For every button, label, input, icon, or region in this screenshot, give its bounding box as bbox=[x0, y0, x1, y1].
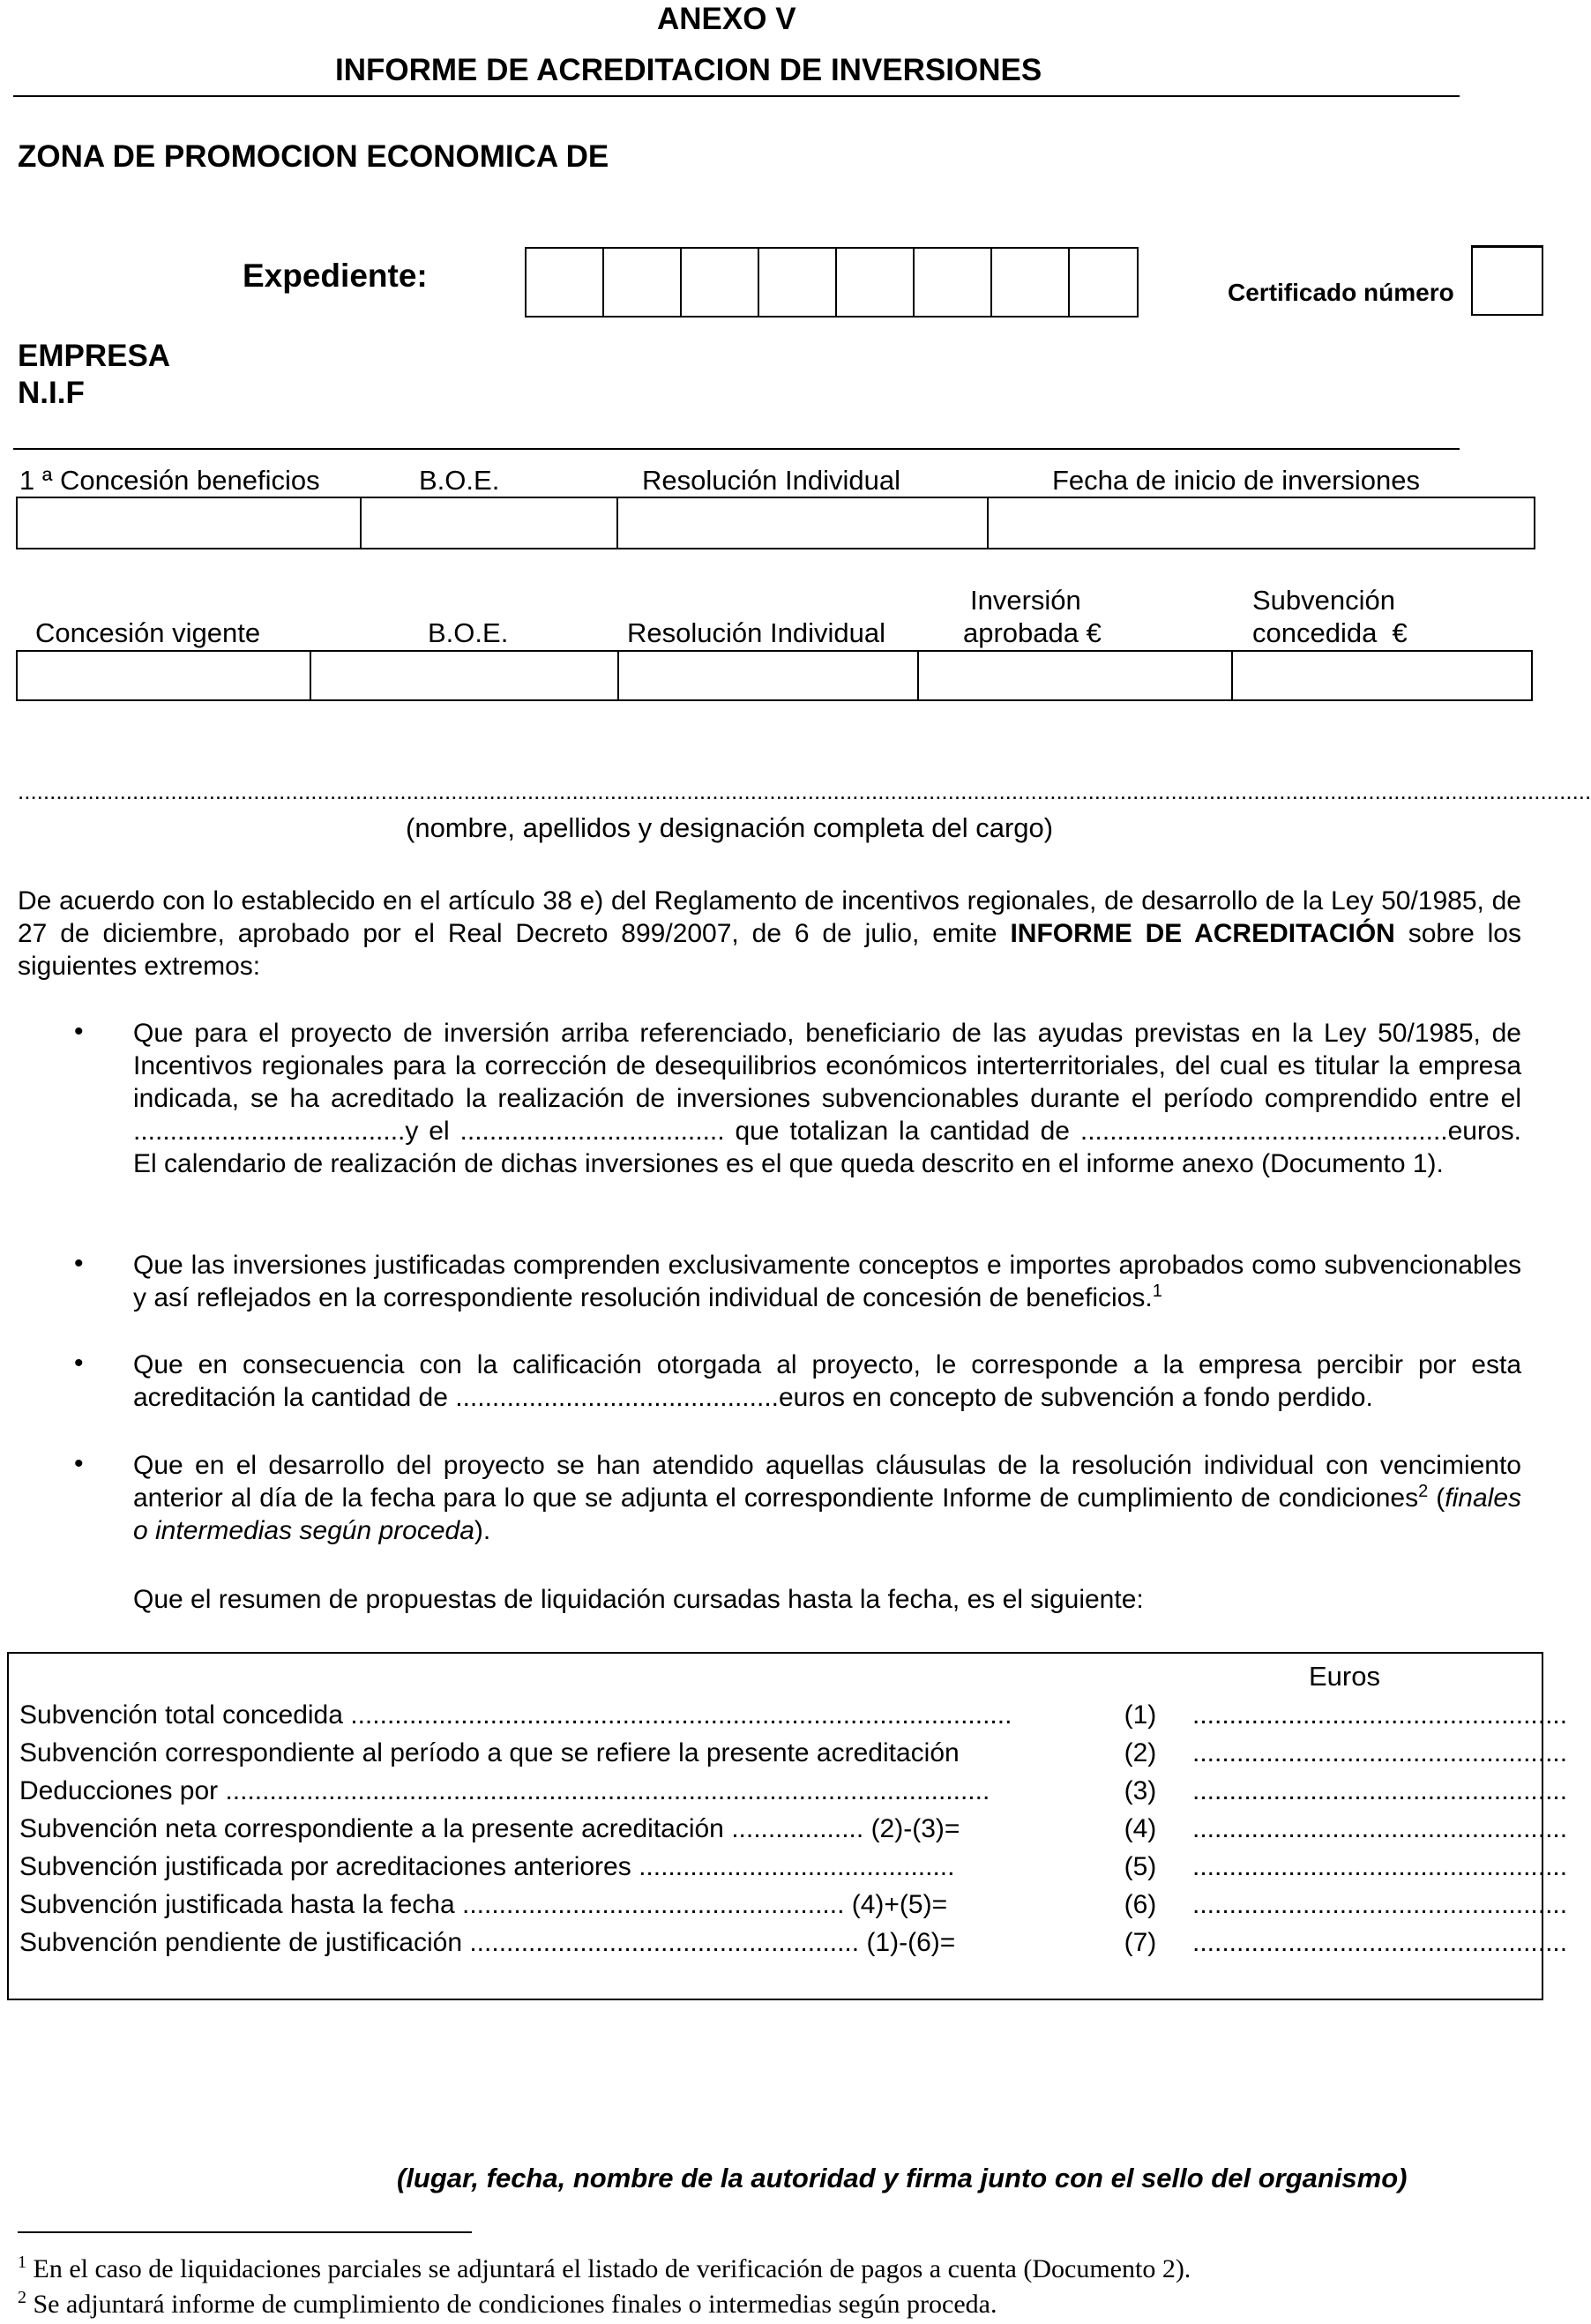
summary-row-number: (2) bbox=[1124, 1738, 1157, 1767]
expediente-digit-box[interactable] bbox=[758, 247, 837, 318]
document-title: INFORME DE ACREDITACION DE INVERSIONES bbox=[335, 53, 1042, 87]
summary-row-label: Subvención correspondiente al período a que se refiere la presente acreditación bbox=[19, 1738, 960, 1767]
summary-row-number: (3) bbox=[1124, 1776, 1157, 1805]
start-date-cell[interactable] bbox=[987, 497, 1535, 549]
boe-header-2: B.O.E. bbox=[428, 617, 509, 648]
boe-cell-2[interactable] bbox=[310, 650, 619, 701]
current-concession-cell[interactable] bbox=[16, 650, 311, 701]
signature-caption: (lugar, fecha, nombre de la autoridad y firma junto con el sello del organismo) bbox=[397, 2163, 1408, 2193]
bullet-dot: • bbox=[74, 1249, 84, 1278]
summary-row-value[interactable]: ................................................... bbox=[1192, 1890, 1568, 1919]
summary-row-label: Subvención justificada hasta la fecha .................................................... (4)+(5)= bbox=[19, 1890, 948, 1919]
first-concession-row bbox=[16, 497, 1535, 549]
first-concession-header: 1 ª Concesión beneficios bbox=[19, 465, 320, 496]
bullet-dot: • bbox=[74, 1449, 84, 1478]
summary-intro: Que el resumen de propuestas de liquidación cursadas hasta la fecha, es el siguiente: bbox=[133, 1585, 1144, 1614]
bullet-4-end: ). bbox=[474, 1516, 491, 1545]
bullet-2 bbox=[133, 1249, 1521, 1314]
intro-tail: sobre los siguientes extremos: bbox=[18, 919, 1521, 981]
bullet-dot: • bbox=[74, 1349, 84, 1378]
signer-caption: (nombre, apellidos y designación completa del cargo) bbox=[406, 812, 1054, 843]
euros-header: Euros bbox=[1309, 1661, 1380, 1692]
summary-row-label: Deducciones por ........................................................................................................ bbox=[19, 1776, 990, 1805]
boe-header-1: B.O.E. bbox=[419, 465, 500, 496]
inversion-cell[interactable] bbox=[917, 650, 1233, 701]
certificado-label: Certificado número bbox=[1228, 279, 1454, 306]
empresa-rule bbox=[13, 448, 1460, 450]
expediente-label: Expediente: bbox=[243, 258, 428, 294]
footnote-rule bbox=[18, 2231, 472, 2233]
summary-row-value[interactable]: ................................................... bbox=[1192, 1814, 1568, 1843]
nif-label: N.I.F bbox=[18, 376, 85, 410]
summary-row-number: (6) bbox=[1124, 1890, 1157, 1919]
expediente-boxes[interactable] bbox=[525, 247, 1139, 318]
signer-dotted-line[interactable]: ....................................................................................................................................................................................................................................................... bbox=[18, 778, 1591, 804]
boe-cell-1[interactable] bbox=[360, 497, 618, 549]
expediente-digit-box[interactable] bbox=[602, 247, 682, 318]
bullet-dot: • bbox=[74, 1017, 84, 1046]
footnote-2-text: Se adjuntará informe de cumplimiento de condiciones finales o intermedias según proceda. bbox=[33, 2290, 997, 2319]
expediente-digit-box[interactable] bbox=[835, 247, 915, 318]
current-concession-row bbox=[16, 650, 1533, 701]
subvencion-cell[interactable] bbox=[1231, 650, 1533, 701]
footnote-1-number: 1 bbox=[18, 2253, 26, 2272]
current-concession-header: Concesión vigente bbox=[35, 617, 261, 648]
summary-row-number: (4) bbox=[1124, 1814, 1157, 1843]
inversion-header-line1: Inversión bbox=[970, 585, 1081, 616]
footnote-1-text: En el caso de liquidaciones parciales se adjuntará el listado de verificación de pagos a cuenta (Documento 2). bbox=[33, 2254, 1191, 2283]
summary-row-value[interactable]: ................................................... bbox=[1192, 1852, 1568, 1881]
bullet-4-italic: finales o intermedias según proceda bbox=[133, 1483, 1522, 1545]
summary-row bbox=[19, 1924, 1568, 1962]
expediente-digit-box[interactable] bbox=[525, 247, 604, 318]
bullet-1: Que para el proyecto de inversión arriba referenciado, beneficiario de las ayudas previstas en la Ley 50/1985, de Incentivos regionales para la corrección de desequilibrios económicos interterritoriales, del cual es titular la empresa indicada, se ha acreditado la realización de inversiones subvencionables durante el período comprendido entre el .....................................y el .................................... que totalizan la cantidad de ..................................................euros. El calendario de realización de dichas inversiones es el que queda descrito en el informe anexo (Documento 1). bbox=[133, 1019, 1521, 1178]
bullet-4-text: Que en el desarrollo del proyecto se han atendido aquellas cláusulas de la resolución individual con vencimiento anterior al día de la fecha para lo que se adjunta el correspondiente Informe de cumplimiento de condiciones bbox=[133, 1451, 1521, 1513]
intro-paragraph bbox=[18, 885, 1521, 983]
subvencion-header-line2: concedida € bbox=[1252, 617, 1408, 648]
inversion-header-line2: aprobada € bbox=[963, 617, 1102, 648]
summary-row bbox=[19, 1734, 1568, 1773]
summary-row-value[interactable]: ................................................... bbox=[1192, 1700, 1568, 1730]
summary-row-label: Subvención total concedida .......................................................................................... bbox=[19, 1700, 1012, 1730]
summary-row bbox=[19, 1810, 1568, 1849]
summary-row bbox=[19, 1696, 1568, 1735]
summary-row-label: Subvención pendiente de justificación ..................................................... (1)-(6)= bbox=[19, 1928, 956, 1957]
footnote-ref-1: 1 bbox=[1152, 1282, 1162, 1301]
resolution-cell-2[interactable] bbox=[617, 650, 919, 701]
annex-title: ANEXO V bbox=[657, 2, 796, 36]
resolution-cell-1[interactable] bbox=[616, 497, 989, 549]
title-rule bbox=[13, 95, 1460, 97]
summary-row bbox=[19, 1772, 1568, 1811]
expediente-digit-box[interactable] bbox=[1068, 247, 1139, 318]
intro-bold: INFORME DE ACREDITACIÓN bbox=[1010, 919, 1395, 948]
footnote-ref-2: 2 bbox=[1418, 1482, 1429, 1501]
resolution-header-1: Resolución Individual bbox=[642, 465, 900, 496]
summary-row-number: (5) bbox=[1124, 1852, 1157, 1881]
first-concession-cell[interactable] bbox=[16, 497, 362, 549]
bullet-4: Que en el desarrollo del proyecto se han atendido aquellas cláusulas de la resolución individual con vencimiento anterior al día de la fecha para lo que se adjunta el correspondiente Informe de cumplimiento de condiciones$^2$ (finales o intermedias según proceda). bbox=[133, 1451, 1522, 1545]
footnote-2-number: 2 bbox=[18, 2288, 26, 2307]
summary-row-value[interactable]: ................................................... bbox=[1192, 1776, 1568, 1805]
summary-row-value[interactable]: ................................................... bbox=[1192, 1738, 1568, 1767]
subvencion-header-line1: Subvención bbox=[1252, 585, 1396, 616]
summary-row-label: Subvención neta correspondiente a la presente acreditación .................. (2)-(3)= bbox=[19, 1814, 960, 1843]
resolution-header-2: Resolución Individual bbox=[627, 617, 885, 648]
expediente-digit-box[interactable] bbox=[913, 247, 992, 318]
empresa-label: EMPRESA bbox=[18, 339, 171, 373]
expediente-digit-box[interactable] bbox=[990, 247, 1070, 318]
bullet-2-text: Que las inversiones justificadas comprenden exclusivamente conceptos e importes aprobados como subvencionables y así reflejados en la correspondiente resolución individual de concesión de beneficios. bbox=[133, 1251, 1521, 1312]
expediente-digit-box[interactable] bbox=[680, 247, 759, 318]
intro-text: De acuerdo con lo establecido en el artículo 38 e) del Reglamento de incentivos regionales, de desarrollo de la Ley 50/1985, de 27 de diciembre, aprobado por el Real Decreto 899/2007, de 6 de julio, emite bbox=[18, 886, 1521, 948]
summary-row-number: (1) bbox=[1124, 1700, 1157, 1730]
start-date-header: Fecha de inicio de inversiones bbox=[1052, 465, 1421, 496]
footnote-1 bbox=[18, 2254, 1191, 2284]
summary-row-value[interactable]: ................................................... bbox=[1192, 1928, 1568, 1957]
summary-row-number: (7) bbox=[1124, 1928, 1157, 1957]
summary-row bbox=[19, 1848, 1568, 1887]
certificado-box[interactable] bbox=[1471, 245, 1543, 316]
zone-label: ZONA DE PROMOCION ECONOMICA DE bbox=[18, 139, 609, 174]
bullet-3: Que en consecuencia con la calificación otorgada al proyecto, le corresponde a la empresa percibir por esta acreditación la cantidad de ............................................euros en concepto de subvención a fondo perdido. bbox=[133, 1350, 1521, 1412]
footnote-2 bbox=[18, 2290, 997, 2320]
summary-row bbox=[19, 1886, 1568, 1924]
summary-row-label: Subvención justificada por acreditaciones anteriores ........................................... bbox=[19, 1852, 955, 1881]
